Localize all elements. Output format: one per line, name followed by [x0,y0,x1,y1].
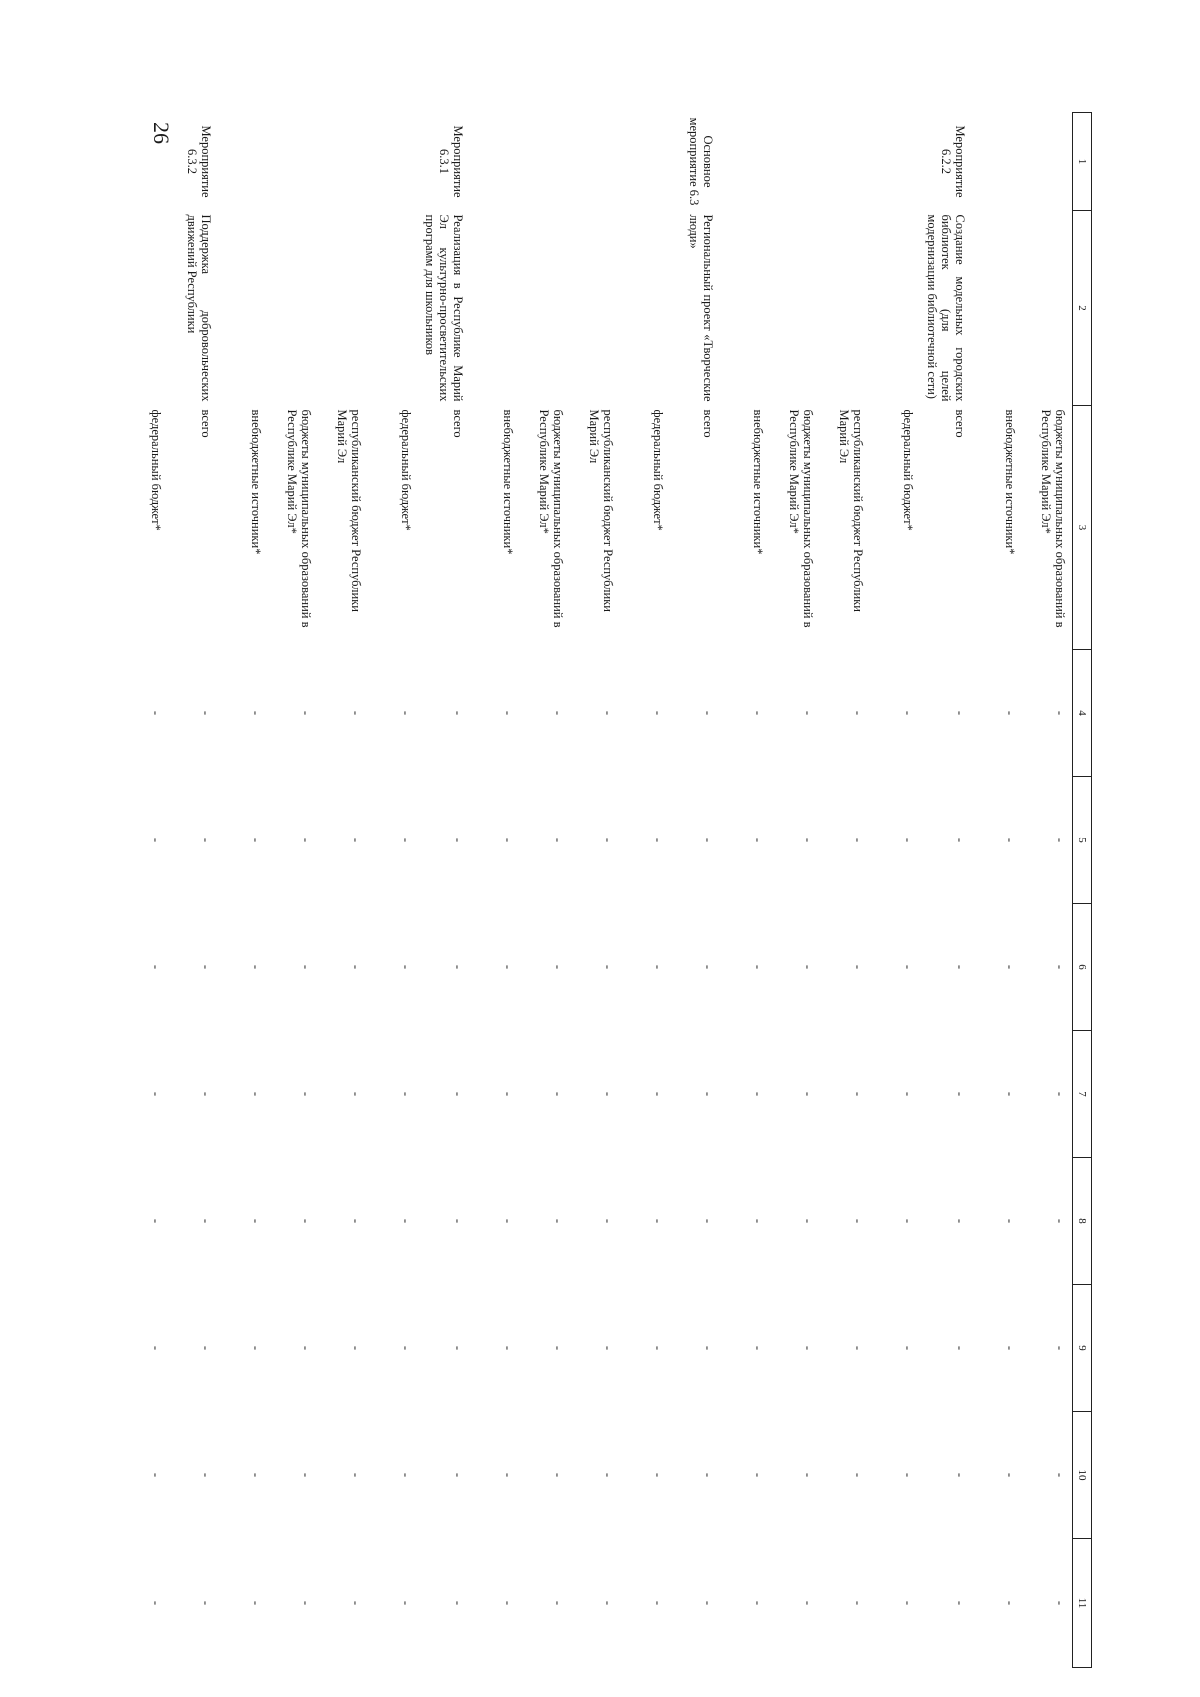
value-cell: - [551,1472,565,1478]
value-cell: - [199,1218,213,1224]
value-cell: - [701,1218,715,1224]
value-cell: - [249,837,263,843]
table-row [1022,113,1073,1668]
value-cell: - [651,1345,665,1351]
value-cell: - [801,964,815,970]
column-header: 5 [1073,777,1092,904]
funding-source-cell: федеральный бюджет* [399,409,413,531]
column-header: 6 [1073,904,1092,1031]
table-row [972,113,1022,1668]
value-cell: - [149,1600,163,1606]
value-cell: - [299,1218,313,1224]
column-header: 9 [1073,1285,1092,1412]
value-cell: - [801,1345,815,1351]
value-cell: - [349,1472,363,1478]
value-cell: - [751,837,765,843]
measure-name-cell [268,211,318,406]
table-row [520,113,570,1668]
table-row [118,113,168,1668]
measure-code-cell [118,113,168,211]
value-cell: - [349,964,363,970]
value-cell: - [601,1218,615,1224]
value-cell: - [299,1091,313,1097]
value-cell: - [1053,1345,1067,1351]
measure-code-cell: Мероприятие 6.3.2 [185,125,213,198]
value-cell: - [451,1345,465,1351]
value-cell: - [901,964,915,970]
value-cell: - [851,1218,865,1224]
value-cell: - [901,837,915,843]
measure-name-cell [870,211,920,406]
value-cell: - [1003,1345,1017,1351]
value-cell: - [199,837,213,843]
funding-source-cell: всего [701,409,715,438]
value-cell: - [601,964,615,970]
value-cell: - [249,1091,263,1097]
measure-code-cell [820,113,870,211]
value-cell: - [1053,964,1067,970]
value-cell: - [1053,1600,1067,1606]
measure-name-cell [470,211,520,406]
table-row [570,113,620,1668]
value-cell: - [701,1345,715,1351]
value-cell: - [501,1091,515,1097]
value-cell: - [801,1091,815,1097]
value-cell: - [1053,837,1067,843]
value-cell: - [299,1472,313,1478]
value-cell: - [199,1600,213,1606]
value-cell: - [1053,1218,1067,1224]
value-cell: - [801,837,815,843]
value-cell: - [1053,1091,1067,1097]
value-cell: - [751,1345,765,1351]
value-cell: - [1003,1472,1017,1478]
value-cell: - [299,1345,313,1351]
measure-name-cell: Реализация в Республике Марий Эл культурно-просветительских программ для школьников [423,214,465,402]
value-cell: - [149,1218,163,1224]
value-cell: - [501,964,515,970]
table-row [470,113,520,1668]
table-row [820,113,870,1668]
table-row [670,113,720,1668]
value-cell: - [451,1472,465,1478]
measure-name-cell: Создание модельных городских библиотек (для целей модернизации библиотечной сети) [925,214,967,402]
value-cell: - [249,964,263,970]
measure-code-cell: Мероприятие 6.3.1 [437,125,465,198]
value-cell: - [751,1218,765,1224]
value-cell: - [349,837,363,843]
value-cell: - [399,837,413,843]
measure-code-cell [470,113,520,211]
value-cell: - [751,1472,765,1478]
measure-name-cell [218,211,268,406]
value-cell: - [149,837,163,843]
measure-name-cell [520,211,570,406]
value-cell: - [551,1091,565,1097]
table-row [720,113,770,1668]
value-cell: - [701,1091,715,1097]
value-cell: - [1003,1218,1017,1224]
value-cell: - [651,1091,665,1097]
measure-code-cell [368,113,418,211]
funding-source-cell: республиканский бюджет Республики Марий Эл [335,409,363,612]
value-cell: - [651,1600,665,1606]
value-cell: - [601,1091,615,1097]
value-cell: - [501,837,515,843]
funding-source-cell: всего [953,409,967,438]
value-cell: - [953,1218,967,1224]
measure-code-cell [870,113,920,211]
value-cell: - [399,1218,413,1224]
funding-source-cell: всего [451,409,465,438]
value-cell: - [149,1472,163,1478]
value-cell: - [901,1345,915,1351]
value-cell: - [701,1600,715,1606]
value-cell: - [349,1345,363,1351]
funding-source-cell: республиканский бюджет Республики Марий Эл [837,409,865,612]
page-number: 26 [149,122,174,144]
measure-code-cell [1022,113,1073,211]
value-cell: - [501,1472,515,1478]
value-cell: - [349,1218,363,1224]
value-cell: - [901,1091,915,1097]
value-cell: - [349,1600,363,1606]
value-cell: - [249,1472,263,1478]
value-cell: - [701,710,715,716]
value-cell: - [751,964,765,970]
value-cell: - [701,837,715,843]
value-cell: - [399,1600,413,1606]
value-cell: - [1053,710,1067,716]
measure-code-cell [520,113,570,211]
measure-code-cell [720,113,770,211]
column-header: 4 [1073,650,1092,777]
header-row [1073,113,1092,1668]
value-cell: - [851,710,865,716]
measure-code-cell [620,113,670,211]
measure-name-cell [1022,211,1073,406]
value-cell: - [851,837,865,843]
value-cell: - [953,1091,967,1097]
funding-source-cell: федеральный бюджет* [901,409,915,531]
value-cell: - [551,1345,565,1351]
value-cell: - [801,710,815,716]
value-cell: - [199,1472,213,1478]
value-cell: - [501,1600,515,1606]
table-row [318,113,368,1668]
value-cell: - [399,964,413,970]
value-cell: - [801,1218,815,1224]
value-cell: - [399,1091,413,1097]
value-cell: - [249,1218,263,1224]
value-cell: - [451,837,465,843]
value-cell: - [651,837,665,843]
column-header: 10 [1073,1412,1092,1539]
value-cell: - [901,1472,915,1478]
table-row [870,113,920,1668]
funding-source-cell: внебюджетные источники* [751,409,765,555]
table-body [118,113,1073,1668]
column-header: 2 [1073,211,1092,406]
measure-name-cell: Региональный проект «Творческие люди» [687,214,715,402]
value-cell: - [349,710,363,716]
value-cell: - [953,1345,967,1351]
value-cell: - [249,1600,263,1606]
value-cell: - [149,710,163,716]
value-cell: - [299,710,313,716]
value-cell: - [953,1472,967,1478]
value-cell: - [551,710,565,716]
value-cell: - [399,1472,413,1478]
measure-name-cell [570,211,620,406]
value-cell: - [953,710,967,716]
value-cell: - [851,1600,865,1606]
funding-source-cell: бюджеты муниципальных образований в Республике Марий Эл* [787,409,815,628]
funding-source-cell: республиканский бюджет Республики Марий Эл [587,409,615,612]
value-cell: - [501,1345,515,1351]
measure-code-cell [218,113,268,211]
value-cell: - [451,710,465,716]
value-cell: - [399,1345,413,1351]
value-cell: - [953,837,967,843]
value-cell: - [701,964,715,970]
funding-source-cell: внебюджетные источники* [501,409,515,555]
value-cell: - [1003,837,1017,843]
measure-name-cell [820,211,870,406]
table-row [218,113,268,1668]
value-cell: - [751,710,765,716]
measure-code-cell [268,113,318,211]
value-cell: - [601,1472,615,1478]
measure-code-cell: Мероприятие 6.2.2 [939,125,967,198]
value-cell: - [299,1600,313,1606]
table-row [920,113,972,1668]
value-cell: - [601,710,615,716]
table-row [268,113,318,1668]
value-cell: - [299,964,313,970]
measure-name-cell [368,211,418,406]
column-header: 7 [1073,1031,1092,1158]
value-cell: - [399,710,413,716]
measure-code-cell: Основное мероприятие 6.3 [687,117,715,206]
measure-name-cell [318,211,368,406]
funding-source-cell: бюджеты муниципальных образований в Республике Марий Эл* [1039,409,1067,628]
value-cell: - [551,1218,565,1224]
value-cell: - [199,710,213,716]
value-cell: - [551,964,565,970]
value-cell: - [651,964,665,970]
value-cell: - [1003,710,1017,716]
value-cell: - [651,710,665,716]
value-cell: - [901,1600,915,1606]
table-row [418,113,470,1668]
value-cell: - [551,1600,565,1606]
value-cell: - [851,1091,865,1097]
value-cell: - [601,837,615,843]
value-cell: - [1003,964,1017,970]
measure-name-cell [118,211,168,406]
table-row [168,113,218,1668]
table-row [770,113,820,1668]
funding-source-cell: всего [199,409,213,438]
measure-code-cell [770,113,820,211]
funding-source-cell: федеральный бюджет* [651,409,665,531]
value-cell: - [651,1472,665,1478]
table-row [620,113,670,1668]
measure-name-cell [620,211,670,406]
value-cell: - [149,1091,163,1097]
value-cell: - [601,1345,615,1351]
value-cell: - [1003,1091,1017,1097]
measure-name-cell [770,211,820,406]
value-cell: - [451,964,465,970]
value-cell: - [199,964,213,970]
value-cell: - [199,1345,213,1351]
value-cell: - [349,1091,363,1097]
table-row [368,113,418,1668]
funding-source-cell: внебюджетные источники* [1003,409,1017,555]
budget-table [118,112,1092,1668]
value-cell: - [953,964,967,970]
value-cell: - [199,1091,213,1097]
value-cell: - [851,1345,865,1351]
measure-code-cell [972,113,1022,211]
funding-source-cell: бюджеты муниципальных образований в Республике Марий Эл* [285,409,313,628]
funding-source-cell: федеральный бюджет* [149,409,163,531]
value-cell: - [851,964,865,970]
value-cell: - [249,1345,263,1351]
measure-code-cell [318,113,368,211]
column-header: 11 [1073,1539,1092,1668]
value-cell: - [451,1218,465,1224]
value-cell: - [751,1091,765,1097]
value-cell: - [601,1600,615,1606]
funding-source-cell: бюджеты муниципальных образований в Республике Марий Эл* [537,409,565,628]
value-cell: - [801,1472,815,1478]
column-header: 1 [1073,113,1092,211]
value-cell: - [801,1600,815,1606]
value-cell: - [501,1218,515,1224]
value-cell: - [953,1600,967,1606]
column-header: 8 [1073,1158,1092,1285]
value-cell: - [901,710,915,716]
value-cell: - [299,837,313,843]
value-cell: - [551,837,565,843]
value-cell: - [451,1091,465,1097]
value-cell: - [451,1600,465,1606]
measure-name-cell [720,211,770,406]
measure-name-cell: Поддержка добровольческих движений Республики [185,214,213,402]
funding-source-cell: внебюджетные источники* [249,409,263,555]
value-cell: - [1053,1472,1067,1478]
value-cell: - [149,964,163,970]
value-cell: - [249,710,263,716]
column-header: 3 [1073,406,1092,650]
value-cell: - [651,1218,665,1224]
value-cell: - [851,1472,865,1478]
measure-code-cell [570,113,620,211]
value-cell: - [901,1218,915,1224]
value-cell: - [501,710,515,716]
value-cell: - [1003,1600,1017,1606]
value-cell: - [701,1472,715,1478]
value-cell: - [149,1345,163,1351]
measure-name-cell [972,211,1022,406]
value-cell: - [751,1600,765,1606]
